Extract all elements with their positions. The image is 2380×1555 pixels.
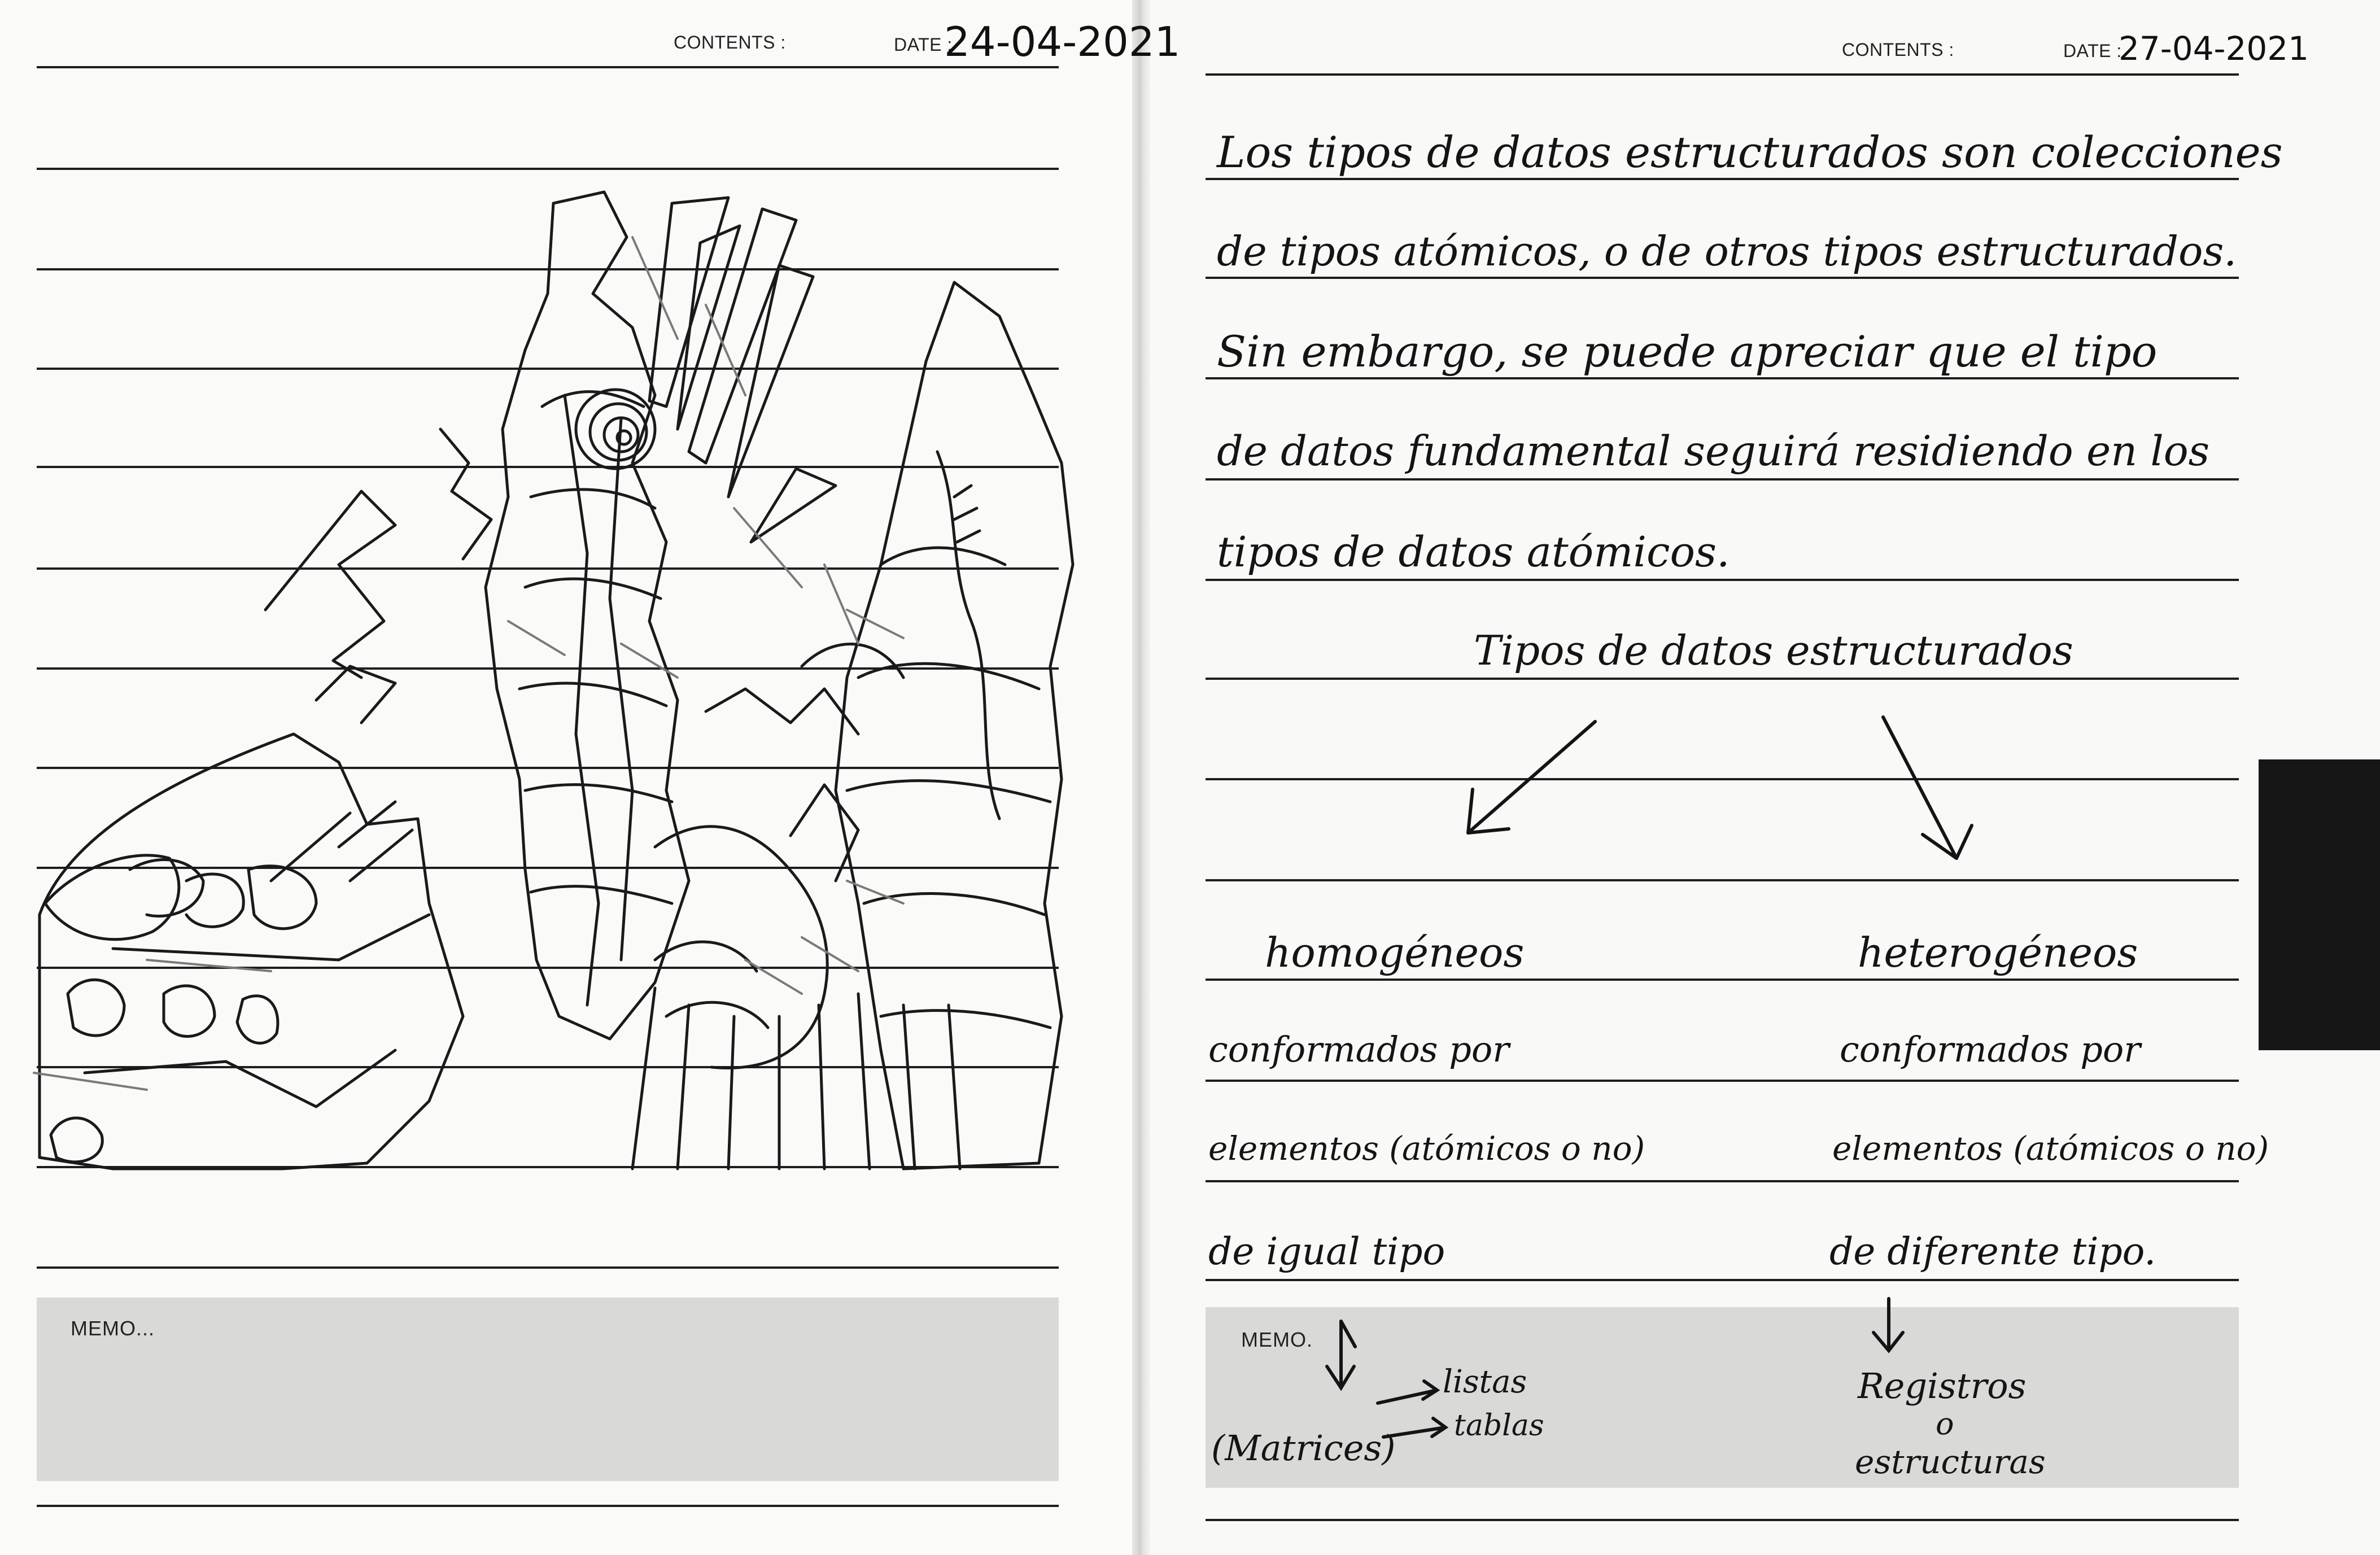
paragraph-line-5: tipos de datos atómicos. xyxy=(1217,528,1730,576)
arrow-to-tablas-icon xyxy=(1383,1418,1446,1437)
left-contents-label: CONTENTS : xyxy=(674,32,786,53)
right-contents-label: CONTENTS : xyxy=(1842,40,1954,60)
heterogeneous-line-1: conformados por xyxy=(1840,1029,2141,1070)
paragraph-line-3: Sin embargo, se puede apreciar que el tipo xyxy=(1217,326,2158,377)
right-date-label: DATE : xyxy=(2063,41,2122,61)
homogeneous-title: homogéneos xyxy=(1265,929,1525,976)
memo-tablas: tablas xyxy=(1454,1409,1544,1443)
memo-registros: Registros xyxy=(1858,1365,2027,1407)
paragraph-line-4: de datos fundamental seguirá residiendo en los xyxy=(1217,427,2210,475)
memo-listas: listas xyxy=(1443,1364,1527,1400)
heterogeneous-title: heterogéneos xyxy=(1858,929,2138,976)
left-memo-label: MEMO... xyxy=(71,1317,155,1340)
heterogeneous-line-3: de diferente tipo. xyxy=(1829,1230,2156,1273)
memo-estructuras: estructuras xyxy=(1855,1443,2046,1481)
arrow-memo-down-icon xyxy=(1327,1321,1355,1388)
arrow-to-heterogeneous-icon xyxy=(1883,717,1972,858)
homogeneous-line-3: de igual tipo xyxy=(1208,1230,1446,1273)
arrow-to-registros-icon xyxy=(1874,1299,1903,1351)
ink-sketch-drawing xyxy=(0,0,1135,1299)
arrow-to-listas-icon xyxy=(1378,1381,1437,1403)
homogeneous-line-1: conformados por xyxy=(1208,1029,1509,1070)
heterogeneous-line-2: elementos (atómicos o no) xyxy=(1832,1129,2269,1168)
left-date-value: 24-04-2021 xyxy=(944,18,1181,65)
memo-matrices: (Matrices) xyxy=(1211,1427,1396,1469)
arrow-to-homogeneous-icon xyxy=(1468,722,1595,833)
memo-o: o xyxy=(1936,1406,1954,1442)
right-memo-label: MEMO. xyxy=(1241,1328,1313,1351)
homogeneous-line-2: elementos (atómicos o no) xyxy=(1208,1129,1645,1168)
paragraph-line-2: de tipos atómicos, o de otros tipos estructurados. xyxy=(1217,228,2237,275)
left-date-label: DATE : xyxy=(894,34,953,55)
diagram-title: Tipos de datos estructurados xyxy=(1474,627,2073,674)
paragraph-line-1: Los tipos de datos estructurados son colecciones xyxy=(1217,127,2283,177)
right-date-value: 27-04-2021 xyxy=(2119,29,2309,68)
